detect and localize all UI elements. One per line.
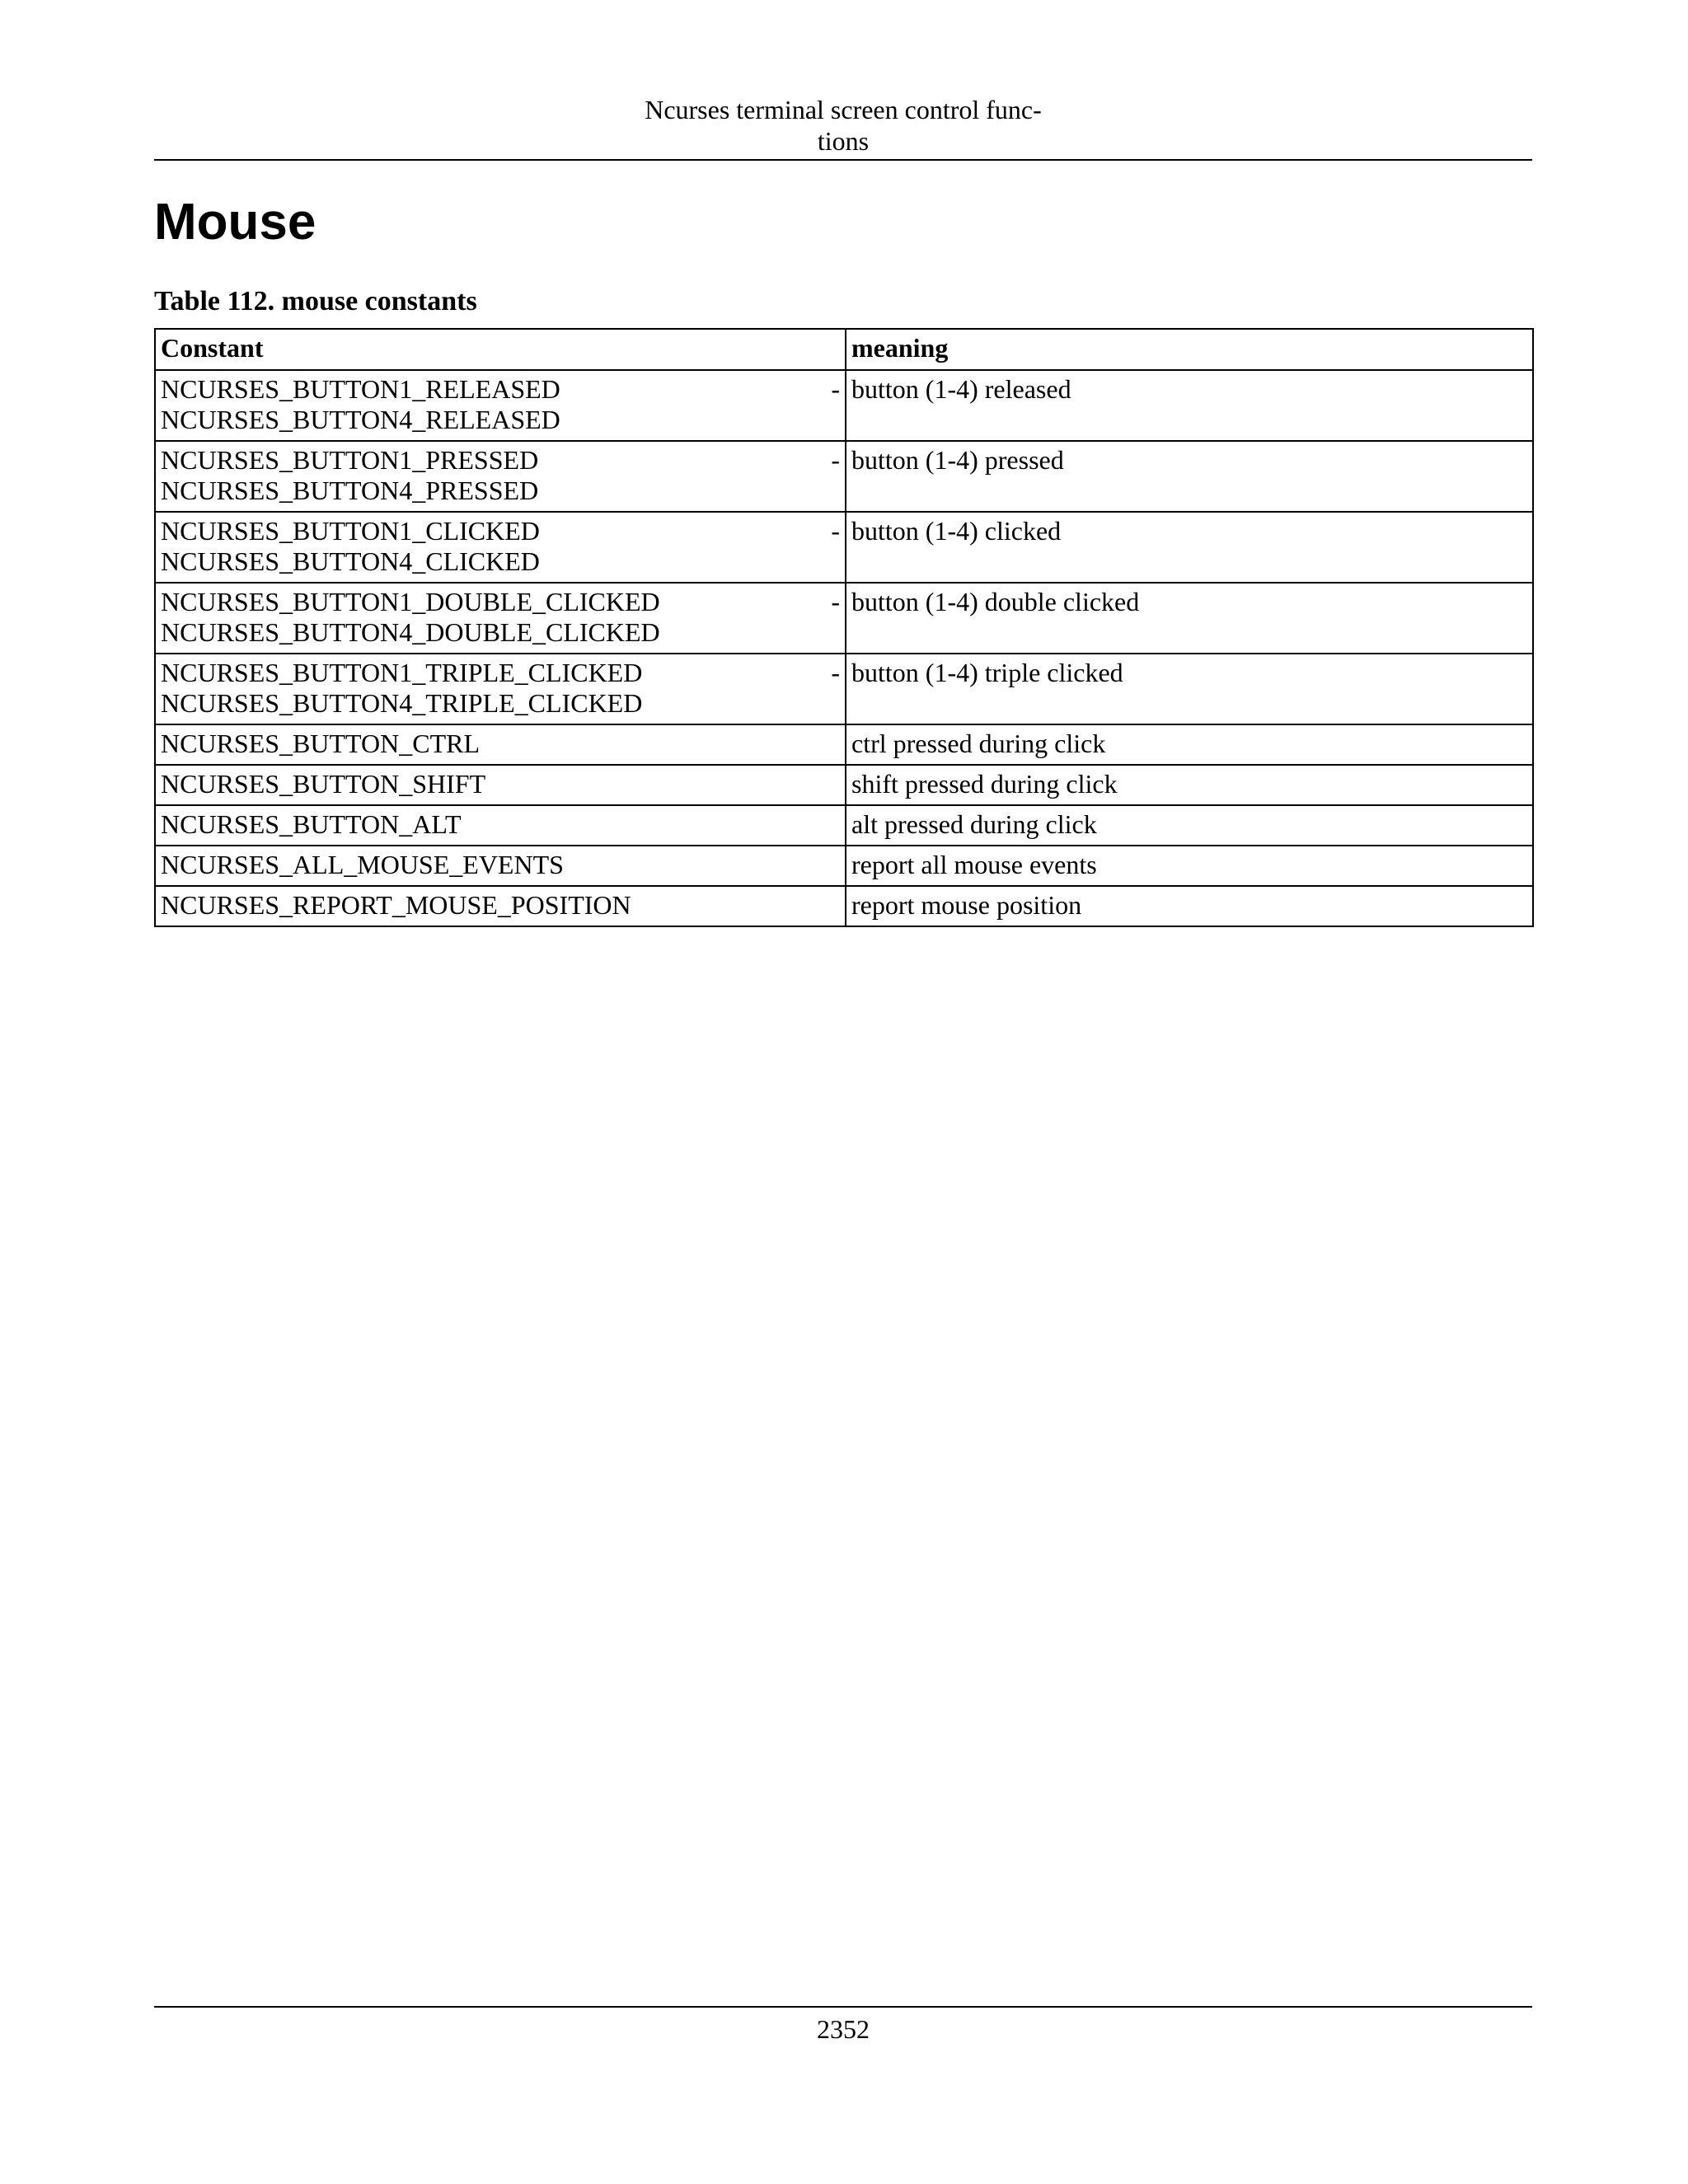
meaning-cell: alt pressed during click [846, 805, 1533, 846]
range-dash: - [831, 374, 840, 404]
constant-cell [155, 370, 846, 441]
constant-cell [155, 441, 846, 512]
constant-name: NCURSES_BUTTON4_PRESSED [161, 476, 539, 505]
running-header-line: Ncurses terminal screen control func- [645, 95, 1042, 124]
constant-cell [155, 512, 846, 583]
meaning-cell: button (1-4) clicked [846, 512, 1533, 583]
meaning-cell: ctrl pressed during click [846, 724, 1533, 765]
meaning-cell: button (1-4) pressed [846, 441, 1533, 512]
meaning-cell: button (1-4) double clicked [846, 583, 1533, 654]
constant-name: NCURSES_BUTTON_SHIFT [161, 769, 486, 799]
column-header-constant: Constant [155, 329, 846, 370]
table-row [155, 724, 1533, 765]
constant-name: NCURSES_BUTTON4_TRIPLE_CLICKED [161, 688, 643, 718]
table-row [155, 583, 1533, 654]
constant-cell [155, 846, 846, 886]
range-dash: - [831, 587, 840, 616]
running-header-line: tions [817, 126, 870, 156]
table-row [155, 765, 1533, 805]
constant-name: NCURSES_REPORT_MOUSE_POSITION [161, 890, 631, 920]
constant-name: NCURSES_BUTTON4_CLICKED [161, 546, 540, 576]
constant-cell [155, 724, 846, 765]
range-dash: - [831, 516, 840, 546]
constant-name: NCURSES_BUTTON4_RELEASED [161, 405, 560, 434]
table-row [155, 846, 1533, 886]
range-dash: - [831, 658, 840, 687]
table-row [155, 441, 1533, 512]
meaning-cell: report all mouse events [846, 846, 1533, 886]
constant-name: NCURSES_BUTTON4_DOUBLE_CLICKED [161, 617, 660, 647]
footer-rule [154, 2006, 1532, 2008]
meaning-cell: shift pressed during click [846, 765, 1533, 805]
meaning-cell: button (1-4) released [846, 370, 1533, 441]
constant-name: NCURSES_BUTTON_CTRL [161, 729, 481, 758]
meaning-cell: report mouse position [846, 886, 1533, 926]
constant-name: NCURSES_BUTTON1_RELEASED [161, 374, 560, 404]
section-title: Mouse [154, 194, 316, 251]
constant-name: NCURSES_BUTTON1_DOUBLE_CLICKED [161, 587, 660, 616]
table-row [155, 370, 1533, 441]
column-header-meaning: meaning [846, 329, 1533, 370]
constant-cell [155, 583, 846, 654]
constant-name: NCURSES_ALL_MOUSE_EVENTS [161, 850, 564, 879]
meaning-cell: button (1-4) triple clicked [846, 654, 1533, 724]
table-caption: Table 112. mouse constants [154, 286, 477, 316]
constant-name: NCURSES_BUTTON_ALT [161, 809, 462, 839]
mouse-constants-table [154, 328, 1534, 927]
constant-name: NCURSES_BUTTON1_PRESSED [161, 445, 539, 475]
table-row [155, 654, 1533, 724]
constant-name: NCURSES_BUTTON1_CLICKED [161, 516, 540, 546]
constant-name: NCURSES_BUTTON1_TRIPLE_CLICKED [161, 658, 643, 687]
constant-cell [155, 765, 846, 805]
document-page [154, 0, 1532, 2184]
range-dash: - [831, 445, 840, 475]
table-header-row [155, 329, 1533, 370]
constant-cell [155, 654, 846, 724]
page-number: 2352 [817, 2014, 870, 2044]
header-rule [154, 159, 1532, 161]
running-header [154, 94, 1532, 157]
table-row [155, 512, 1533, 583]
constant-cell [155, 805, 846, 846]
table-row [155, 886, 1533, 926]
constant-cell [155, 886, 846, 926]
table-row [155, 805, 1533, 846]
